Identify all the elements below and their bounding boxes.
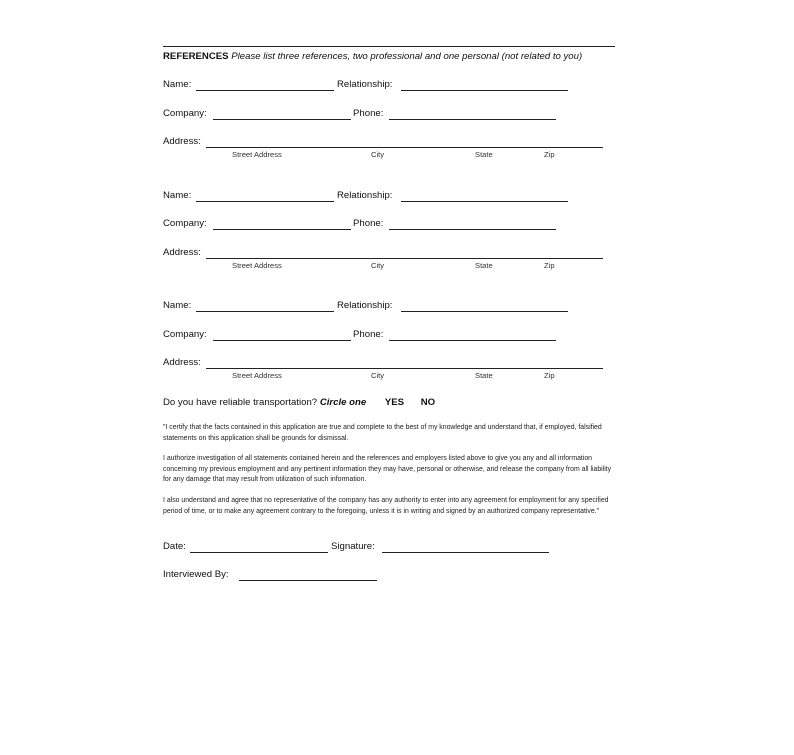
zip-caption: Zip — [544, 371, 555, 380]
zip-caption: Zip — [544, 150, 555, 159]
address-field[interactable] — [206, 258, 603, 259]
relationship-field[interactable] — [401, 90, 568, 91]
name-field[interactable] — [196, 311, 334, 312]
company-label: Company: — [163, 329, 207, 340]
phone-field[interactable] — [389, 340, 556, 341]
date-label: Date: — [163, 541, 186, 552]
references-heading — [163, 51, 582, 62]
no-option[interactable]: NO — [420, 397, 436, 408]
interviewed-by-label: Interviewed By: — [163, 569, 229, 580]
transportation-question — [163, 397, 435, 408]
relationship-label: Relationship: — [337, 300, 393, 311]
address-field[interactable] — [206, 368, 603, 369]
relationship-field[interactable] — [401, 201, 568, 202]
zip-caption: Zip — [544, 261, 555, 270]
relationship-field[interactable] — [401, 311, 568, 312]
street-address-caption: Street Address — [232, 150, 282, 159]
certification-paragraph-3: I also understand and agree that no representative of the company has any authority to enter into any agreement for employment for any specified period of time, or to make any agreement contrary to the foregoing, unless it is in writing and signed by an authorized company representative." — [163, 497, 609, 515]
top-divider — [163, 46, 615, 47]
address-label: Address: — [163, 357, 201, 368]
phone-label: Phone: — [353, 329, 384, 340]
name-field[interactable] — [196, 201, 334, 202]
state-caption: State — [475, 261, 493, 270]
company-label: Company: — [163, 108, 207, 119]
street-address-caption: Street Address — [232, 371, 282, 380]
signature-label: Signature: — [331, 541, 375, 552]
company-field[interactable] — [213, 340, 351, 341]
name-label: Name: — [163, 79, 192, 90]
references-title: REFERENCES — [163, 51, 229, 62]
certification-paragraph-1: "I certify that the facts contained in this application are true and complete to the best of my knowledge and understand that, if employed, falsified statements on this application shall be grounds for dismissal. — [163, 424, 602, 442]
phone-label: Phone: — [353, 108, 384, 119]
certification-paragraph-2: I authorize investigation of all statements contained herein and the references and employers listed above to give you any and all information concerning my previous employment and any pertinent information they may have, personal or otherwise, and release the company from all liability for any damage that may result from utilization of such information. — [163, 455, 612, 483]
signature-field[interactable] — [382, 552, 549, 553]
company-field[interactable] — [213, 119, 351, 120]
company-field[interactable] — [213, 229, 351, 230]
city-caption: City — [371, 261, 385, 270]
address-label: Address: — [163, 247, 201, 258]
state-caption: State — [475, 150, 493, 159]
name-label: Name: — [163, 300, 192, 311]
relationship-label: Relationship: — [337, 79, 393, 90]
references-instruction: Please list three references, two professional and one personal (not related to you) — [231, 51, 583, 62]
phone-label: Phone: — [353, 218, 384, 229]
phone-field[interactable] — [389, 119, 556, 120]
city-caption: City — [371, 150, 385, 159]
transportation-question-text: Do you have reliable transportation? — [163, 397, 318, 408]
date-field[interactable] — [190, 552, 328, 553]
yes-option[interactable]: YES — [384, 397, 405, 408]
interviewed-by-field[interactable] — [239, 580, 377, 581]
name-label: Name: — [163, 190, 192, 201]
state-caption: State — [475, 371, 493, 380]
address-field[interactable] — [206, 147, 603, 148]
phone-field[interactable] — [389, 229, 556, 230]
company-label: Company: — [163, 218, 207, 229]
relationship-label: Relationship: — [337, 190, 393, 201]
street-address-caption: Street Address — [232, 261, 282, 270]
city-caption: City — [371, 371, 385, 380]
circle-one-instruction: Circle one — [319, 397, 367, 408]
name-field[interactable] — [196, 90, 334, 91]
address-label: Address: — [163, 136, 201, 147]
